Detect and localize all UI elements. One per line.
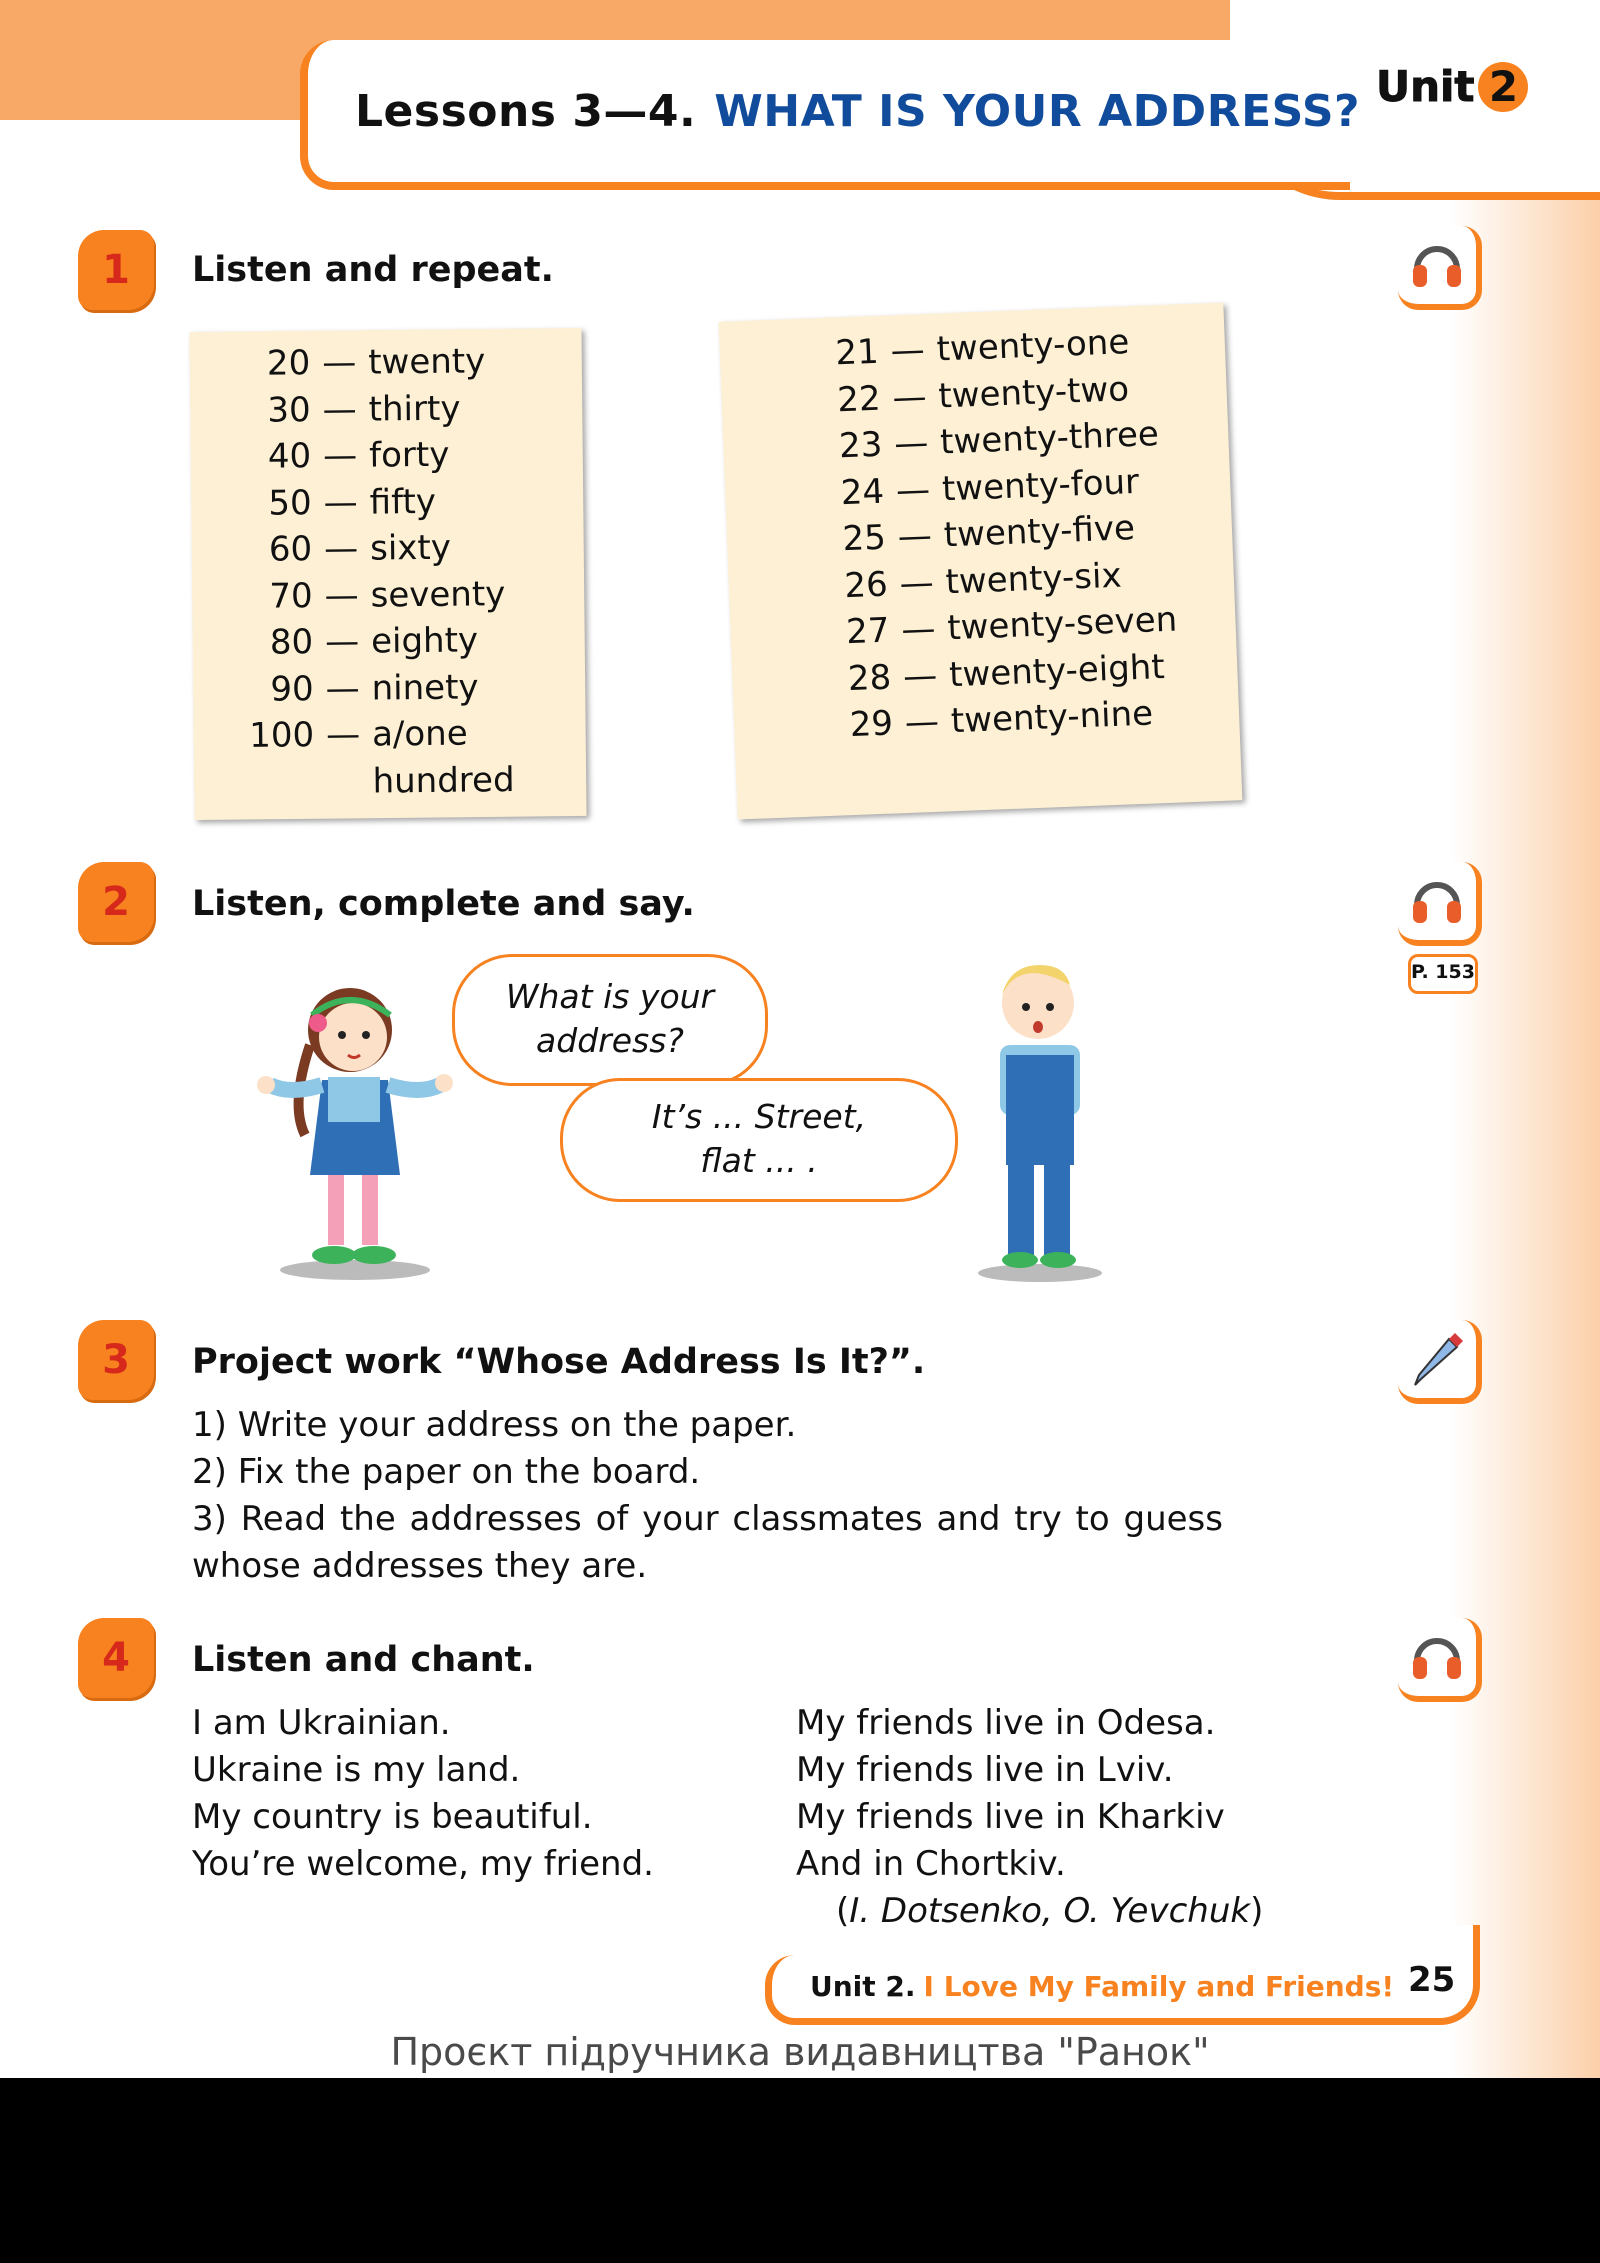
page-title [355, 86, 1360, 137]
number-dash: — [322, 435, 358, 477]
girl-line-2: address? [536, 1021, 684, 1060]
task-3-step-3: 3) Read the addresses of your classmates and try to guess [192, 1499, 1223, 1539]
number-dash: — [902, 655, 938, 697]
girl-illustration [250, 975, 460, 1285]
tens-row [235, 620, 478, 663]
pen-icon [1407, 1329, 1467, 1389]
boy-speech-bubble [560, 1078, 958, 1202]
unit-badge [1376, 62, 1528, 112]
number-digits: 28 [847, 657, 892, 699]
number-word: twenty-three [939, 414, 1160, 463]
unit-number: 2 [1478, 62, 1528, 112]
number-dash: — [325, 668, 360, 709]
number-digits: 60 [268, 529, 313, 570]
task-2-title: Listen, complete and say. [192, 884, 695, 924]
tens-row [232, 388, 460, 430]
task-3-title: Project work “Whose Address Is It?”. [192, 1342, 926, 1382]
number-digits: 40 [267, 436, 312, 477]
number-digits: 30 [267, 389, 311, 431]
number-dash: — [325, 714, 361, 756]
number-digits: 26 [843, 564, 889, 606]
girl-line-1: What is your [505, 977, 715, 1016]
writing-task-marker [1398, 1320, 1482, 1404]
number-dash: — [893, 422, 930, 465]
number-dash: — [321, 342, 357, 384]
chant-right-line: My friends live in Odesa. [796, 1703, 1216, 1743]
number-digits: 29 [849, 703, 894, 746]
number-digits: 23 [838, 424, 884, 467]
number-word: twenty-nine [950, 693, 1154, 742]
number-word: hundred [372, 759, 515, 802]
number-digits: 70 [269, 575, 313, 617]
number-dash: — [324, 575, 359, 616]
number-dash: — [900, 608, 937, 651]
page-edge-strip [1450, 0, 1600, 2078]
tens-row [232, 341, 485, 384]
task-1-badge: 1 [78, 230, 154, 310]
unit-word: Unit [1376, 62, 1475, 111]
audio-button-4[interactable] [1398, 1618, 1482, 1702]
author-paren-close: ) [1250, 1891, 1264, 1931]
tens-row [235, 667, 478, 710]
lesson-title: WHAT IS YOUR ADDRESS? [714, 86, 1361, 137]
footer-unit-name: I Love My Family and Friends! [923, 1970, 1395, 2003]
number-word: twenty-eight [948, 646, 1166, 695]
number-word: a/one [371, 713, 468, 755]
number-dash: — [891, 376, 928, 418]
number-dash: — [323, 482, 358, 523]
number-word: twenty-one [935, 322, 1130, 370]
lesson-label: Lessons 3—4. [355, 86, 697, 137]
number-digits: 24 [840, 471, 885, 513]
page-number: 25 [1408, 1960, 1456, 2000]
tens-row [233, 481, 436, 523]
chant-left-line: My country is beautiful. [192, 1797, 593, 1837]
page-reference[interactable]: P. 153 [1408, 954, 1478, 994]
task-3-step-2: 2) Fix the paper on the board. [192, 1452, 701, 1492]
number-digits: 27 [845, 610, 891, 653]
task-3-badge: 3 [78, 1320, 154, 1400]
number-dash: — [898, 562, 935, 604]
boy-line-2: flat ... . [700, 1141, 818, 1180]
tens-row [234, 574, 505, 617]
chant-right-line: And in Chortkiv. [796, 1844, 1066, 1884]
author-names: I. Dotsenko, O. Yevchuk [849, 1891, 1251, 1931]
number-digits: 22 [836, 378, 882, 420]
chant-author [836, 1891, 1263, 1931]
headphones-icon [1407, 1627, 1467, 1687]
tens-row [234, 528, 451, 570]
number-digits: 25 [841, 517, 887, 560]
boy-illustration [970, 955, 1110, 1285]
publisher-watermark: Проєкт підручника видавництва "Ранок" [390, 2030, 1210, 2074]
number-digits: 90 [270, 668, 314, 710]
girl-speech-bubble [452, 954, 768, 1086]
number-word: twenty-five [943, 508, 1136, 556]
number-word: seventy [370, 573, 506, 616]
number-dash: — [323, 528, 359, 570]
boy-line-1: It’s ... Street, [651, 1097, 867, 1136]
task-3-step-3-cont: whose addresses they are. [192, 1546, 648, 1586]
task-1-title: Listen and repeat. [192, 250, 554, 290]
number-dash: — [904, 701, 940, 744]
number-dash: — [322, 389, 357, 430]
number-dash: — [324, 621, 360, 663]
number-word: forty [368, 434, 450, 476]
chant-right-line: My friends live in Lviv. [796, 1750, 1174, 1790]
audio-button-1[interactable] [1398, 226, 1482, 310]
tens-row [236, 714, 468, 756]
number-word: twenty-seven [946, 599, 1178, 649]
chant-right-line: My friends live in Kharkiv [796, 1797, 1225, 1837]
chant-left-line: I am Ukrainian. [192, 1703, 451, 1743]
number-dash: — [897, 515, 933, 558]
task-2-badge: 2 [78, 862, 154, 942]
number-digits [237, 793, 315, 794]
number-digits: 100 [248, 715, 315, 756]
number-digits: 20 [266, 343, 311, 384]
number-word: twenty-six [944, 555, 1123, 602]
audio-button-2[interactable] [1398, 862, 1482, 946]
number-word: twenty [367, 341, 486, 383]
number-word: ninety [371, 666, 479, 709]
number-digits: 50 [268, 482, 312, 524]
tens-row [236, 760, 514, 803]
footer-unit-title [810, 1970, 1394, 2003]
footer-unit-label: Unit 2. [810, 1970, 916, 2003]
chant-left-line: Ukraine is my land. [192, 1750, 521, 1790]
task-3-step-1: 1) Write your address on the paper. [192, 1405, 797, 1445]
author-paren-open: ( [836, 1891, 850, 1931]
number-dash: — [889, 330, 926, 372]
number-word: eighty [370, 620, 479, 662]
number-word: sixty [369, 527, 452, 569]
number-dash: — [895, 469, 931, 511]
number-digits: 21 [834, 331, 880, 374]
number-dash [315, 792, 373, 793]
task-4-title: Listen and chant. [192, 1640, 535, 1680]
chant-left-line: You’re welcome, my friend. [192, 1844, 654, 1884]
number-word: thirty [368, 388, 461, 430]
number-word: fifty [369, 481, 437, 523]
number-word: twenty-four [941, 461, 1140, 509]
headphones-icon [1407, 871, 1467, 931]
number-digits: 80 [269, 622, 314, 663]
headphones-icon [1407, 235, 1467, 295]
tens-row [233, 435, 450, 477]
task-4-badge: 4 [78, 1618, 154, 1698]
number-word: twenty-two [937, 368, 1130, 416]
